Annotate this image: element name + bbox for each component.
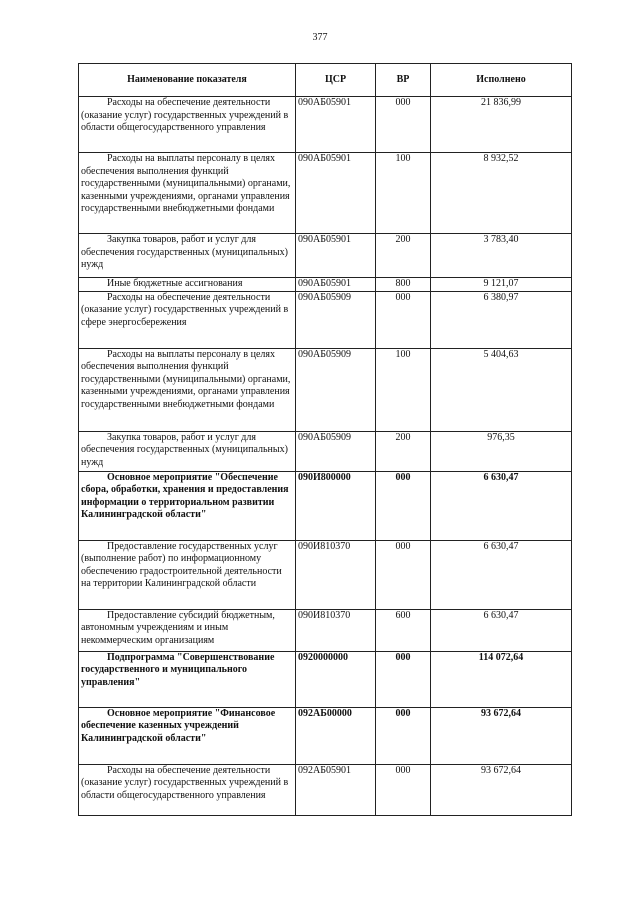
row-csr-code: 090АБ05901 [296,234,376,278]
table-row [79,540,572,609]
row-executed-amount: 6 630,47 [431,540,572,609]
row-indicator-name: Закупка товаров, работ и услуг для обеспечения государственных (муниципальных) нужд [79,431,296,471]
row-indicator-name: Подпрограмма "Совершенствование государственного и муниципального управления" [79,651,296,707]
row-csr-code: 090И810370 [296,540,376,609]
row-vr-code: 000 [376,707,431,764]
row-csr-code: 090АБ05901 [296,278,376,292]
table-row [79,651,572,707]
row-indicator-name: Иные бюджетные ассигнования [79,278,296,292]
header-vr: ВР [376,64,431,97]
row-indicator-name: Предоставление субсидий бюджетным, автономным учреждениям и иным некоммерческим организациям [79,609,296,651]
row-executed-amount: 6 630,47 [431,609,572,651]
row-indicator-name: Основное мероприятие "Обеспечение сбора, обработки, хранения и предоставления информации о территориальном развитии Калининградской области" [79,471,296,540]
row-csr-code: 090АБ05909 [296,431,376,471]
row-indicator-name: Предоставление государственных услуг (выполнение работ) по информационному обеспечению градостроительной деятельности на территории Калининградской области [79,540,296,609]
table-header-row [79,64,572,97]
row-csr-code: 092АБ05901 [296,764,376,815]
row-vr-code: 000 [376,97,431,153]
row-csr-code: 092АБ00000 [296,707,376,764]
row-executed-amount: 976,35 [431,431,572,471]
table-row [79,431,572,471]
row-csr-code: 090И810370 [296,609,376,651]
row-indicator-name: Основное мероприятие "Финансовое обеспечение казенных учреждений Калининградской области" [79,707,296,764]
row-executed-amount: 9 121,07 [431,278,572,292]
header-indicator-name: Наименование показателя [79,64,296,97]
row-vr-code: 000 [376,291,431,348]
row-csr-code: 090АБ05909 [296,348,376,431]
row-executed-amount: 5 404,63 [431,348,572,431]
row-executed-amount: 8 932,52 [431,153,572,234]
row-vr-code: 000 [376,651,431,707]
table-row [79,278,572,292]
row-vr-code: 100 [376,153,431,234]
budget-execution-table [78,63,572,816]
row-csr-code: 090АБ05901 [296,97,376,153]
row-csr-code: 090АБ05901 [296,153,376,234]
table-body [79,97,572,816]
header-executed: Исполнено [431,64,572,97]
row-vr-code: 200 [376,234,431,278]
row-vr-code: 000 [376,471,431,540]
row-executed-amount: 93 672,64 [431,764,572,815]
row-executed-amount: 93 672,64 [431,707,572,764]
row-csr-code: 090АБ05909 [296,291,376,348]
row-vr-code: 200 [376,431,431,471]
row-indicator-name: Закупка товаров, работ и услуг для обеспечения государственных (муниципальных) нужд [79,234,296,278]
table-row [79,97,572,153]
row-indicator-name: Расходы на обеспечение деятельности (оказание услуг) государственных учреждений в сфере энергосбережения [79,291,296,348]
row-csr-code: 090И800000 [296,471,376,540]
page-number: 377 [312,32,328,43]
header-csr: ЦСР [296,64,376,97]
table-row [79,348,572,431]
row-indicator-name: Расходы на обеспечение деятельности (оказание услуг) государственных учреждений в области общегосударственного управления [79,764,296,815]
row-indicator-name: Расходы на выплаты персоналу в целях обеспечения выполнения функций государственными (муниципальными) органами, казенными учреждениями, органами управления государственными внебюджетными фондами [79,348,296,431]
table-row [79,707,572,764]
row-executed-amount: 114 072,64 [431,651,572,707]
table-row [79,234,572,278]
row-vr-code: 000 [376,764,431,815]
table-row [79,471,572,540]
row-vr-code: 800 [376,278,431,292]
row-vr-code: 600 [376,609,431,651]
table-row [79,291,572,348]
table-row [79,153,572,234]
row-executed-amount: 6 630,47 [431,471,572,540]
row-indicator-name: Расходы на обеспечение деятельности (оказание услуг) государственных учреждений в области общегосударственного управления [79,97,296,153]
row-executed-amount: 21 836,99 [431,97,572,153]
row-vr-code: 000 [376,540,431,609]
row-executed-amount: 3 783,40 [431,234,572,278]
table-row [79,609,572,651]
row-csr-code: 0920000000 [296,651,376,707]
table-row [79,764,572,815]
row-indicator-name: Расходы на выплаты персоналу в целях обеспечения выполнения функций государственными (муниципальными) органами, казенными учреждениями, органами управления государственными внебюджетными фондами [79,153,296,234]
row-vr-code: 100 [376,348,431,431]
row-executed-amount: 6 380,97 [431,291,572,348]
